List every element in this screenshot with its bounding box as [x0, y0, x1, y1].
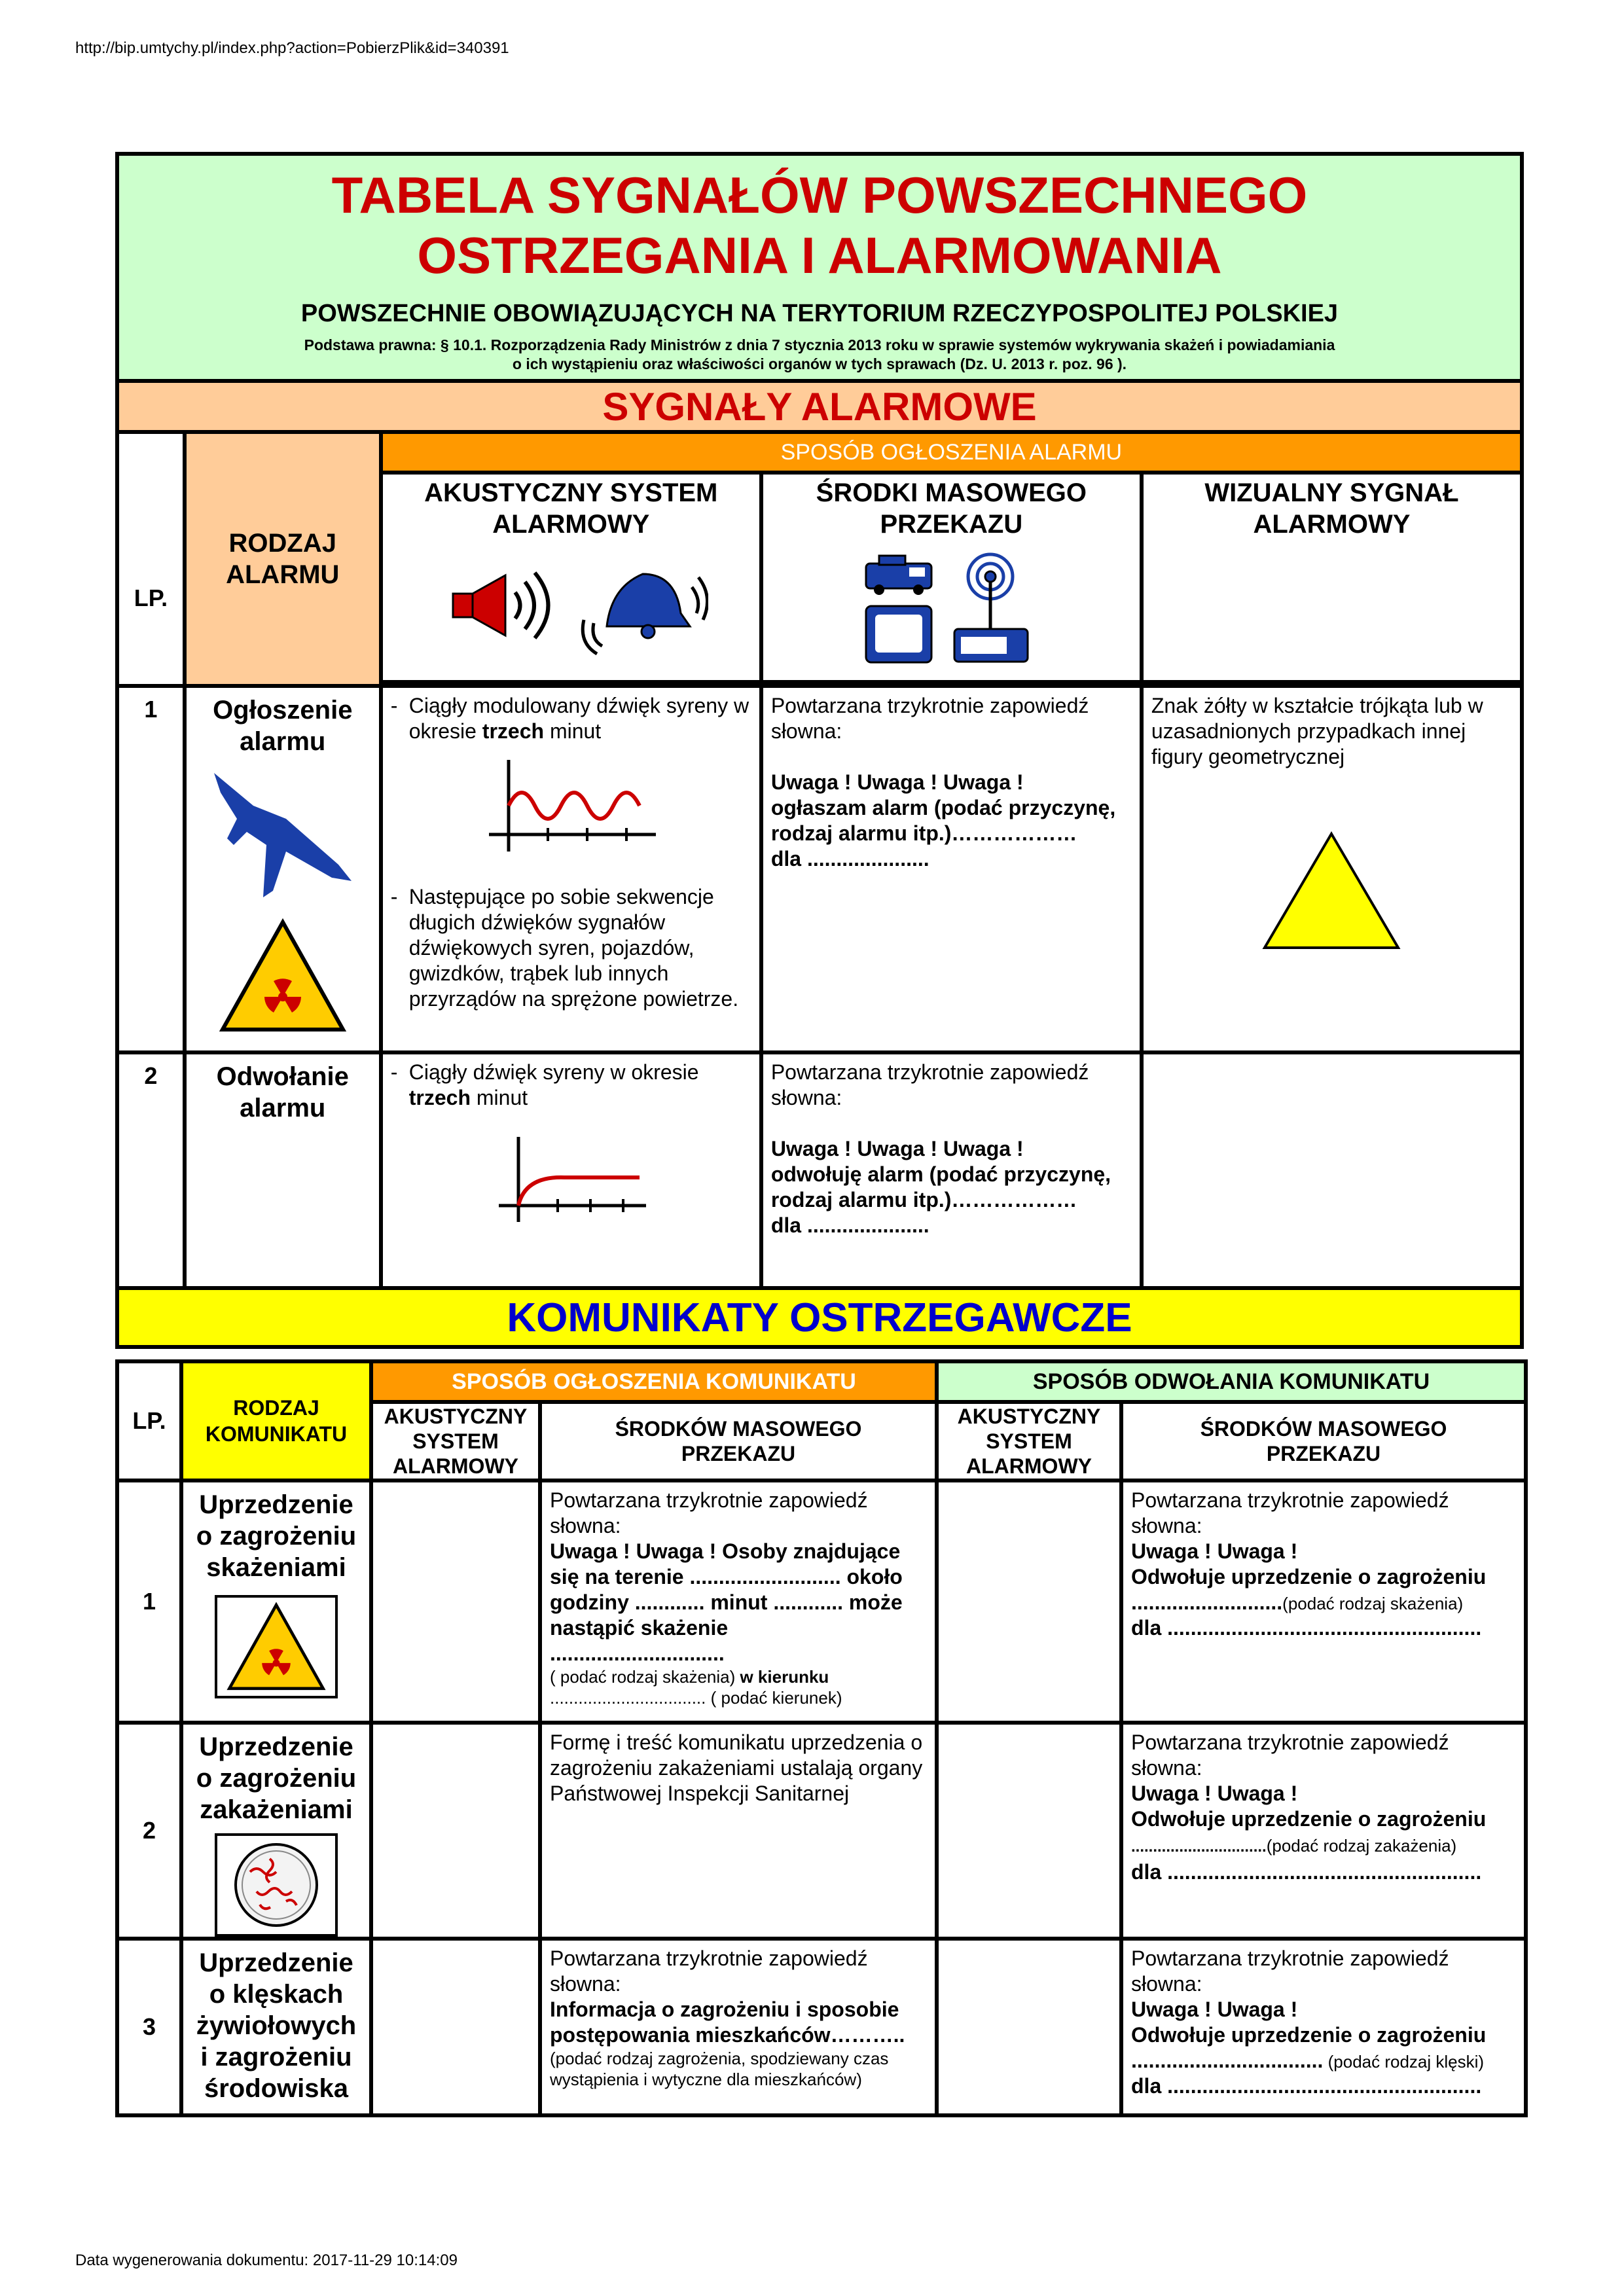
acoustic-text: Ciągły modulowany dźwięk syreny w okresie — [408, 694, 749, 743]
acoustic-icons — [433, 548, 708, 659]
warning-name-line: zakażeniami — [200, 1795, 353, 1824]
revoke-acoustic-cell — [937, 1939, 1121, 2115]
media-announcement: dla ..................... — [770, 847, 929, 870]
col-media-line2: PRZEKAZU — [880, 510, 1023, 539]
revoke-message: dla ...................................................... — [1131, 1616, 1482, 1640]
media-announcement: Uwaga ! Uwaga ! Uwaga ! — [770, 770, 1024, 794]
acoustic-item: - Następujące po sobie sekwencje długich dźwięków sygnałów dźwiękowych syren, pojazdów, gwizdków, trąbek lub innych przyrządów na sprężone powietrze. — [391, 884, 751, 1012]
revoke-intro: Powtarzana trzykrotnie zapowiedź słowna: — [1131, 1488, 1449, 1537]
alarm-name-line2: alarmu — [240, 727, 326, 756]
warning-kind-header — [181, 1361, 371, 1480]
acoustic-text: Następujące po sobie sekwencje długich dźwięków sygnałów dźwiękowych syren, pojazdów, gwizdków, trąbek lub innych przyrządów na sprężone powietrze. — [408, 885, 739, 1011]
microbe-icon — [230, 1839, 322, 1931]
revoke-acoustic-header — [937, 1402, 1121, 1480]
warning-name-line: o zagrożeniu — [196, 1764, 357, 1793]
revoke-message: Odwołuje uprzedzenie o zagrożeniu — [1131, 1807, 1487, 1831]
warning-row-number: 3 — [117, 1939, 181, 2115]
col-media-header — [761, 473, 1142, 682]
warnings-table — [115, 1359, 1528, 2117]
microbe-sign — [215, 1833, 338, 1937]
acoustic-bold: trzech — [408, 1086, 471, 1109]
revoke-intro: Powtarzana trzykrotnie zapowiedź słowna: — [1131, 1946, 1449, 1996]
warning-name-line: skażeniami — [206, 1553, 346, 1582]
media-announcement: dla ..................... — [770, 1213, 929, 1237]
triangle-icon — [1259, 829, 1403, 953]
warning-row — [117, 1939, 1526, 2115]
siren-wave-icon — [482, 753, 659, 858]
radiation-sign — [215, 1595, 338, 1698]
warning-name-line: żywiołowych — [196, 2011, 357, 2040]
bell-icon — [583, 574, 708, 654]
revoke-media-cell — [1121, 1723, 1526, 1939]
revoke-media-cell — [1121, 1939, 1526, 2115]
alarm-acoustic-cell — [381, 686, 761, 1052]
announce-intro: Powtarzana trzykrotnie zapowiedź słowna: — [550, 1946, 868, 1996]
alarm-name-line1: Odwołanie — [216, 1062, 349, 1091]
speaker-icon — [453, 573, 549, 638]
col-visual-line2: ALARMOWY — [1253, 510, 1411, 539]
announce-acoustic-cell — [371, 1480, 540, 1723]
announce-acoustic-cell — [371, 1939, 540, 2115]
warning-name-line: Uprzedzenie — [199, 1948, 353, 1977]
alarm-name-line2: alarmu — [240, 1094, 326, 1122]
media-announcement: ogłaszam alarm (podać przyczynę, rodzaj alarmu itp.)……………… — [770, 796, 1116, 845]
revoke-note: (podać rodzaj zakażenia) — [1266, 1836, 1457, 1856]
warning-name — [181, 1480, 371, 1723]
acoustic-line2: SYSTEM — [412, 1429, 499, 1453]
announce-note-bold: w kierunku — [740, 1667, 829, 1687]
visual-text: Znak żółty w kształcie trójkąta lub w uzasadnionych przypadkach innej figury geometrycznej — [1151, 694, 1483, 768]
alarm-kind-header — [185, 432, 381, 686]
col-media-line1: ŚRODKI MASOWEGO — [816, 478, 1087, 507]
signals-table — [115, 152, 1524, 1349]
acoustic-text-end: minut — [544, 719, 602, 743]
revoke-message: Uwaga ! Uwaga ! — [1131, 1539, 1298, 1563]
source-url: http://bip.umtychy.pl/index.php?action=PobierzPlik&id=340391 — [75, 39, 509, 57]
revoke-intro: Powtarzana trzykrotnie zapowiedź słowna: — [1131, 1731, 1449, 1780]
alarm-name — [185, 1052, 381, 1288]
radiation-icon — [217, 917, 348, 1035]
title-line-2: OSTRZEGANIA I ALARMOWANIA — [417, 226, 1222, 284]
alarm-row-number: 1 — [117, 686, 185, 1052]
legal-basis-line-2: o ich wystąpieniu oraz właściwości organów w tych sprawach (Dz. U. 2013 r. poz. 96 ). — [512, 355, 1127, 372]
col-visual-header — [1142, 473, 1522, 682]
media-icons — [859, 544, 1043, 668]
lp-header: LP. — [117, 432, 185, 686]
acoustic-bold: trzech — [482, 719, 545, 743]
revoke-message: Odwołuje uprzedzenie o zagrożeniu — [1131, 1565, 1487, 1588]
alarm-name — [185, 686, 381, 1052]
acoustic-line2: SYSTEM — [986, 1429, 1072, 1453]
acoustic-line1: AKUSTYCZNY — [384, 1405, 528, 1428]
revoke-message: Odwołuje uprzedzenie o zagrożeniu — [1131, 2023, 1487, 2047]
warning-row-number: 1 — [117, 1480, 181, 1723]
announce-intro: Powtarzana trzykrotnie zapowiedź słowna: — [550, 1488, 868, 1537]
revoke-message: Uwaga ! Uwaga ! — [1131, 1782, 1298, 1805]
revoke-dots: .......................... — [1131, 1590, 1283, 1614]
warning-kind-line1: RODZAJ — [233, 1396, 319, 1420]
col-acoustic-line2: ALARMOWY — [492, 510, 650, 539]
warning-name-line: Uprzedzenie — [199, 1490, 353, 1519]
media-line2: PRZEKAZU — [681, 1442, 796, 1465]
alarm-method-header: SPOSÓB OGŁOSZENIA ALARMU — [381, 432, 1522, 473]
announce-message: Informacja o zagrożeniu i sposobie postępowania mieszkańców……….. — [550, 1998, 905, 2047]
acoustic-text-end: minut — [471, 1086, 528, 1109]
revoke-media-header — [1121, 1402, 1526, 1480]
announce-note: (podać rodzaj zagrożenia, spodziewany czas wystąpienia i wytyczne dla mieszkańców) — [550, 2049, 889, 2089]
announce-media-cell — [540, 1939, 937, 2115]
col-acoustic-line1: AKUSTYCZNY SYSTEM — [424, 478, 718, 507]
alarm-kind-line2: ALARMU — [226, 560, 340, 589]
alarm-media-cell — [761, 1052, 1142, 1288]
alarm-visual-cell — [1142, 686, 1522, 1052]
warning-name — [181, 1723, 371, 1939]
warning-row — [117, 1480, 1526, 1723]
revoke-message: dla ...................................................... — [1131, 1860, 1482, 1884]
warning-name-line: środowiska — [204, 2074, 349, 2103]
announce-acoustic-cell — [371, 1723, 540, 1939]
announce-media-cell — [540, 1480, 937, 1723]
alarm-acoustic-cell — [381, 1052, 761, 1288]
announce-message: Uwaga ! Uwaga ! Osoby znajdujące się na terenie .......................... około godziny ............ minut ............ może nastąpić skażenie — [550, 1539, 903, 1640]
acoustic-line3: ALARMOWY — [393, 1454, 518, 1478]
announce-note: ( podać rodzaj skażenia) — [550, 1667, 740, 1687]
announce-media-header — [540, 1402, 937, 1480]
revoke-acoustic-cell — [937, 1480, 1121, 1723]
warning-row-number: 2 — [117, 1723, 181, 1939]
warning-kind-line2: KOMUNIKATU — [205, 1422, 348, 1446]
lp-header: LP. — [117, 1361, 181, 1480]
antenna-icon — [968, 554, 1013, 629]
warning-name — [181, 1939, 371, 2115]
alarm-row — [117, 1052, 1522, 1288]
announce-method-header: SPOSÓB OGŁOSZENIA KOMUNIKATU — [371, 1361, 937, 1402]
acoustic-line1: AKUSTYCZNY — [957, 1405, 1101, 1428]
alarm-visual-cell — [1142, 1052, 1522, 1288]
announce-note: ................................. ( podać kierunek) — [550, 1688, 842, 1708]
warning-name-line: i zagrożeniu — [200, 2043, 352, 2072]
subtitle: POWSZECHNIE OBOWIĄZUJĄCYCH NA TERYTORIUM RZECZYPOSPOLITEJ POLSKIEJ — [300, 300, 1339, 327]
legal-basis-line-1: Podstawa prawna: § 10.1. Rozporządzenia Rady Ministrów z dnia 7 stycznia 2013 roku w sprawie systemów wykrywania skażeń i powiadamiania — [304, 336, 1335, 353]
alarm-row — [117, 686, 1522, 1052]
revoke-dots: ................................. — [1131, 2049, 1324, 2072]
media-intro: Powtarzana trzykrotnie zapowiedź słowna: — [770, 1060, 1089, 1109]
revoke-message: Uwaga ! Uwaga ! — [1131, 1998, 1298, 2021]
document-header — [117, 154, 1522, 381]
revoke-media-cell — [1121, 1480, 1526, 1723]
acoustic-text: Ciągły dźwięk syreny w okresie — [408, 1060, 699, 1084]
radio-icon — [954, 629, 1028, 662]
acoustic-item: - Ciągły dźwięk syreny w okresie trzech minut — [390, 1060, 699, 1109]
revoke-method-header: SPOSÓB ODWOŁANIA KOMUNIKATU — [937, 1361, 1526, 1402]
media-announcement: Uwaga ! Uwaga ! Uwaga ! — [770, 1137, 1024, 1160]
revoke-acoustic-cell — [937, 1723, 1121, 1939]
media-announcement: odwołuję alarm (podać przyczynę, rodzaj alarmu itp.)……………… — [770, 1162, 1111, 1211]
alarm-name-line1: Ogłoszenie — [213, 696, 353, 725]
alarm-media-cell — [761, 686, 1142, 1052]
media-intro: Powtarzana trzykrotnie zapowiedź słowna: — [770, 694, 1089, 743]
warning-name-line: o klęskach — [209, 1980, 344, 2009]
radiation-icon — [224, 1601, 329, 1693]
title-line-1: TABELA SYGNAŁÓW POWSZECHNEGO — [331, 166, 1308, 224]
warnings-section-title: KOMUNIKATY OSTRZEGAWCZE — [117, 1288, 1522, 1347]
col-acoustic-header — [381, 473, 761, 682]
announce-dots: .............................. — [550, 1641, 725, 1665]
siren-rise-icon — [492, 1130, 649, 1229]
revoke-note: (podać rodzaj klęski) — [1323, 2052, 1485, 2072]
alarm-row-number: 2 — [117, 1052, 185, 1288]
revoke-message: dla ...................................................... — [1131, 2074, 1482, 2098]
jet-icon — [208, 766, 358, 910]
warning-row — [117, 1723, 1526, 1939]
tv-icon — [866, 606, 931, 662]
alarm-section-title: SYGNAŁY ALARMOWE — [117, 381, 1522, 432]
announce-media-cell — [540, 1723, 937, 1939]
warning-name-line: Uprzedzenie — [199, 1732, 353, 1761]
announce-acoustic-header — [371, 1402, 540, 1480]
revoke-note: (podać rodzaj skażenia) — [1282, 1594, 1464, 1613]
vehicle-icon — [866, 556, 931, 595]
media-line2: PRZEKAZU — [1266, 1442, 1381, 1465]
media-line1: ŚRODKÓW MASOWEGO — [1200, 1417, 1447, 1441]
acoustic-line3: ALARMOWY — [966, 1454, 1092, 1478]
acoustic-item: - Ciągły modulowany dźwięk syreny w okresie trzech minut — [390, 694, 749, 743]
announce-text: Formę i treść komunikatu uprzedzenia o zagrożeniu zakażeniami ustalają organy Państwowej Inspekcji Sanitarnej — [550, 1731, 923, 1805]
alarm-kind-line1: RODZAJ — [228, 529, 336, 558]
generation-date: Data wygenerowania dokumentu: 2017-11-29 10:14:09 — [75, 2251, 458, 2269]
revoke-dots: ............................... — [1131, 1838, 1267, 1856]
warning-name-line: o zagrożeniu — [196, 1522, 357, 1551]
col-visual-line1: WIZUALNY SYGNAŁ — [1204, 478, 1459, 507]
media-line1: ŚRODKÓW MASOWEGO — [615, 1417, 862, 1441]
